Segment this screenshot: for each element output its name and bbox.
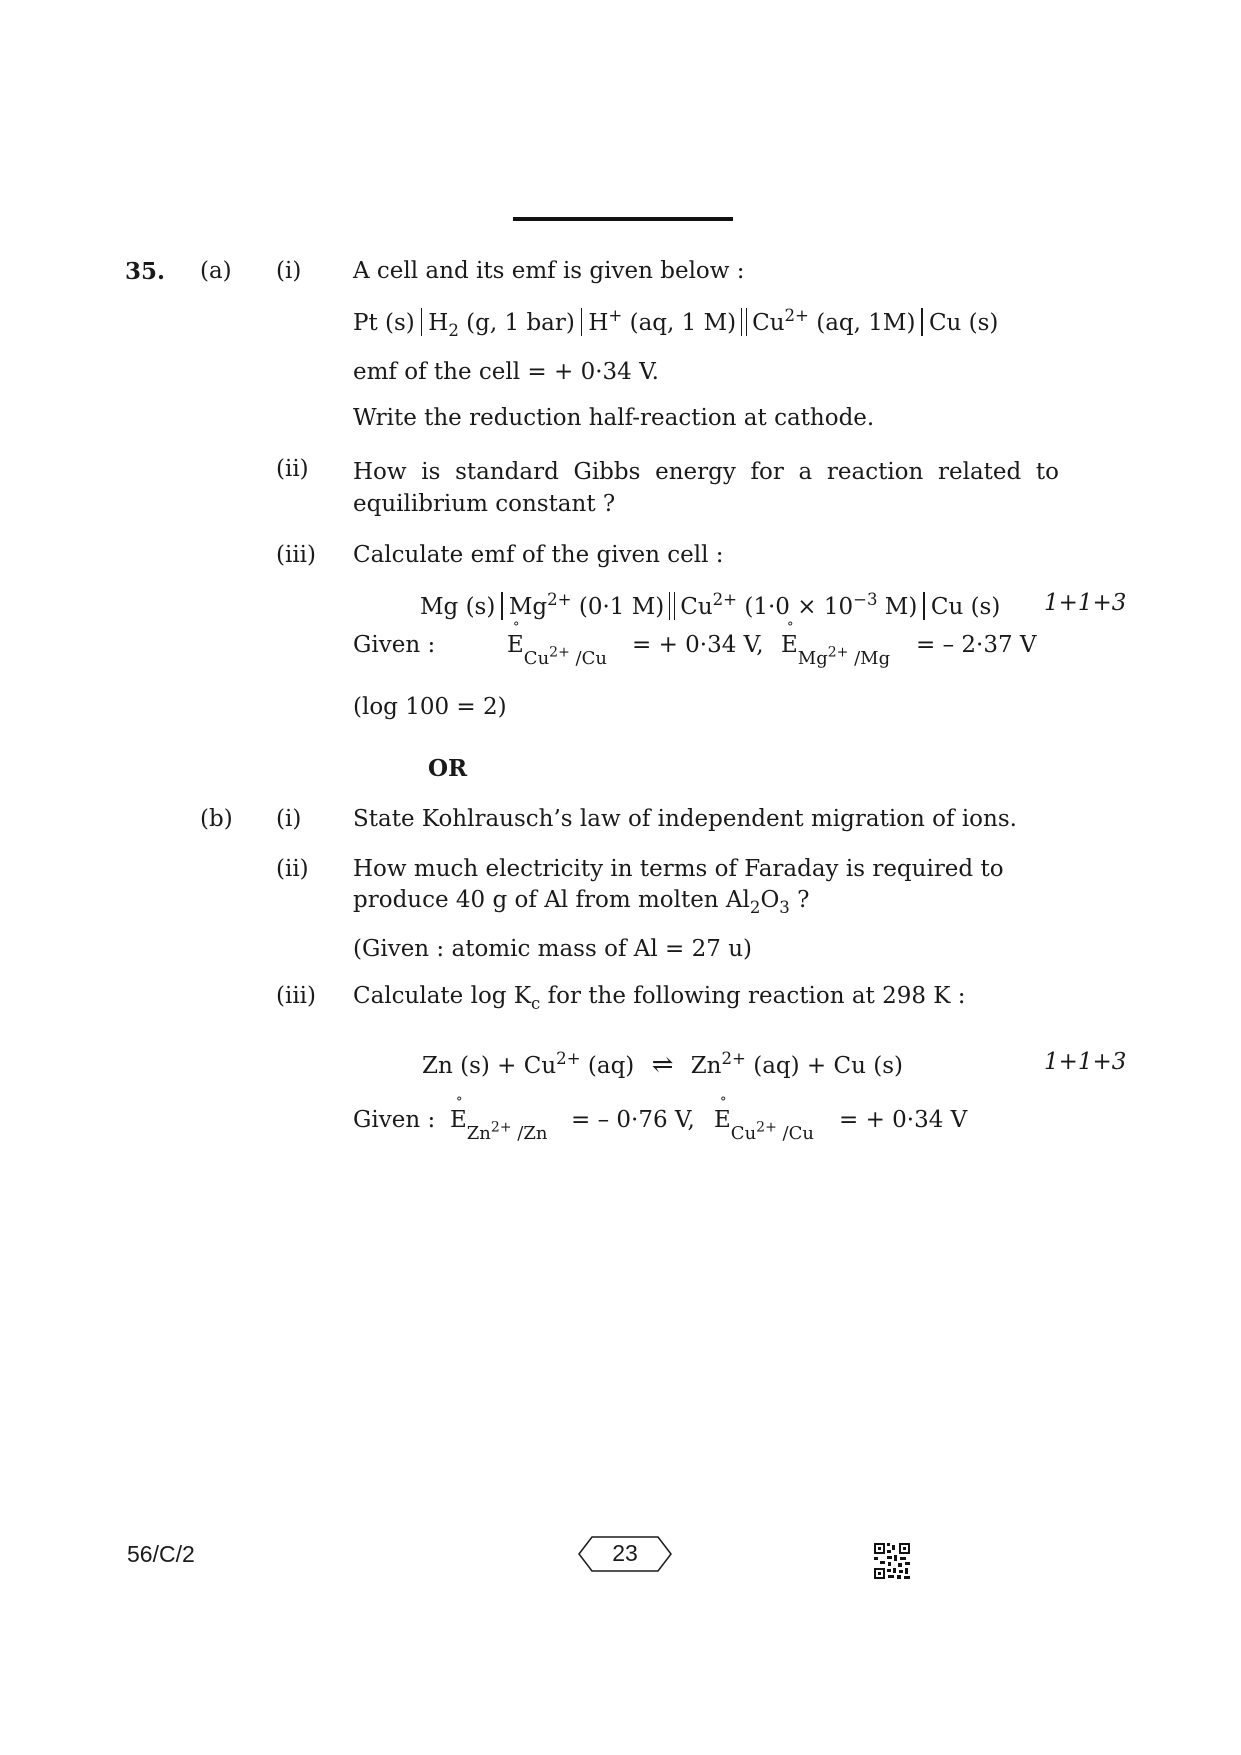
page-number-badge xyxy=(578,1536,672,1572)
marks-b: 1+1+3 xyxy=(1044,1049,1127,1075)
reaction-equation: Zn $(s) + Cu^{2+}$ (aq) ⇌ $Zn^{2+}$ (aq) + Cu (s) xyxy=(422,1049,903,1081)
top-rule xyxy=(513,217,733,221)
electrode-value-cu-a: = + 0·34 V, xyxy=(632,632,764,658)
part-b-iii-intro: Calculate $\log K_c$ for the following reaction at 298 K : xyxy=(353,983,966,1013)
electrode-potential-zn: E ° $_{Zn^{2+} /Zn}$ xyxy=(450,1095,548,1144)
paper-code: 56/C/2 xyxy=(127,1541,195,1567)
part-a-ii-label: (ii) xyxy=(276,456,309,482)
part-b-ii-line2: produce 40 g of Al from molten $Al_2O_3$ ? xyxy=(353,887,810,917)
part-b-ii-label: (ii) xyxy=(276,856,309,882)
part-a-i-label: (i) xyxy=(276,258,302,284)
cell-notation-1: Pt (s) $H_2$ (g, 1 bar) H+ (aq, 1 M) $Cu^{2+}$ (aq, 1M) Cu (s) xyxy=(353,306,999,340)
emf-statement: emf of the cell = + 0·34 V. xyxy=(353,359,659,385)
part-a-iii-intro: Calculate emf of the given cell : xyxy=(353,542,724,568)
electrode-potential-cu-a: E ° $_{Cu^{2+} /Cu}$ xyxy=(507,620,607,669)
given-label-b: Given : xyxy=(353,1107,436,1133)
question-number: 35. xyxy=(125,258,166,285)
given-label-a: Given : xyxy=(353,632,436,658)
marks-a: 1+1+3 xyxy=(1044,590,1127,616)
part-b-ii-given: (Given : atomic mass of Al = 27 u) xyxy=(353,936,752,962)
or-separator: OR xyxy=(428,755,468,782)
part-b-i-label: (i) xyxy=(276,806,302,832)
part-b-label: (b) xyxy=(200,806,233,832)
part-a-ii-text: How is standard Gibbs energy for a reaction related to equilibrium constant ? xyxy=(353,459,1059,517)
qr-code-icon xyxy=(873,1542,911,1580)
electrode-value-zn: = – 0·76 V, xyxy=(571,1107,695,1133)
log-given: (log 100 = 2) xyxy=(353,694,507,720)
electrode-value-mg: = – 2·37 V xyxy=(916,632,1037,658)
part-a-i-task: Write the reduction half-reaction at cathode. xyxy=(353,405,875,431)
electrode-value-cu-b: = + 0·34 V xyxy=(839,1107,968,1133)
page-number: 23 xyxy=(612,1540,638,1566)
part-a-i-intro: A cell and its emf is given below : xyxy=(353,258,745,284)
part-a-label: (a) xyxy=(200,258,232,284)
electrode-potential-cu-b: E ° $_{Cu^{2+} /Cu}$ xyxy=(714,1095,814,1144)
electrode-potential-mg: E ° $_{Mg^{2+} /Mg}$ xyxy=(781,620,891,669)
part-b-iii-label: (iii) xyxy=(276,983,317,1009)
part-a-iii-label: (iii) xyxy=(276,542,317,568)
cell-notation-2: Mg (s) $Mg^{2+}$ (0·1 M) $Cu^{2+}$ ($1\cdot 0 \times 10^{-3}$ M) Cu (s) xyxy=(420,590,1001,621)
part-b-i-text: State Kohlrausch’s law of independent migration of ions. xyxy=(353,806,1017,832)
part-b-ii-line1: How much electricity in terms of Faraday is required to xyxy=(353,856,1004,882)
